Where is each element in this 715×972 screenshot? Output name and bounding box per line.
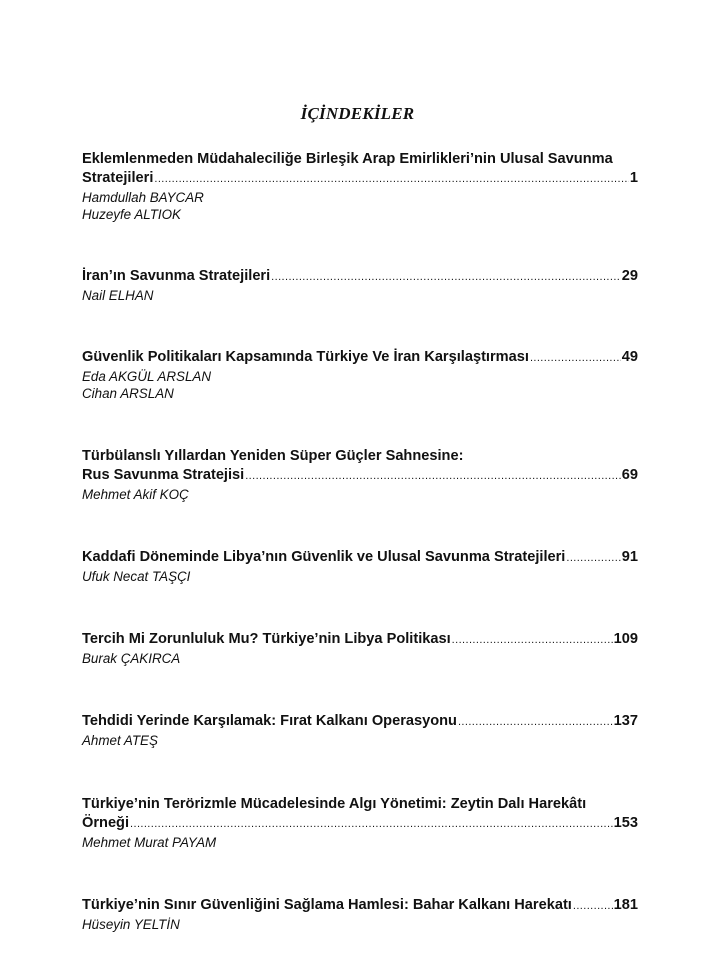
author: Mehmet Akif KOÇ bbox=[82, 487, 189, 502]
entry-title-line: Eklemlenmeden Müdahaleciliğe Birleşik Arap Emirlikleri’nin Ulusal Savunma bbox=[82, 151, 613, 167]
author: Mehmet Murat PAYAM bbox=[82, 835, 217, 850]
dot-leader bbox=[458, 713, 613, 732]
page-number: 109 bbox=[613, 631, 638, 647]
toc-entry bbox=[82, 712, 638, 749]
dot-leader bbox=[573, 897, 613, 916]
page-number: 29 bbox=[621, 268, 638, 284]
page-title: İÇİNDEKİLER bbox=[300, 104, 415, 123]
entry-title-line: Stratejileri bbox=[82, 170, 154, 186]
dot-leader bbox=[452, 631, 613, 650]
dot-leader bbox=[154, 170, 628, 189]
page-number: 91 bbox=[621, 549, 638, 565]
entry-title-line: İran’ın Savunma Stratejileri bbox=[82, 268, 271, 284]
author: Hüseyin YELTİN bbox=[82, 917, 180, 932]
entry-leader-line bbox=[82, 466, 638, 486]
dot-leader bbox=[245, 467, 621, 486]
entry-title-line: Kaddafi Döneminde Libya’nın Güvenlik ve Ulusal Savunma Stratejileri bbox=[82, 549, 566, 565]
author: Cihan ARSLAN bbox=[82, 386, 174, 401]
dot-leader bbox=[530, 349, 621, 368]
entry-leader-line bbox=[82, 548, 638, 568]
toc-entry bbox=[82, 348, 638, 402]
entry-leader-line bbox=[82, 712, 638, 732]
toc-entry bbox=[82, 630, 638, 667]
author: Hamdullah BAYCAR bbox=[82, 190, 204, 205]
entry-leader-line bbox=[82, 814, 638, 834]
entry-title-line: Türkiye’nin Terörizmle Mücadelesinde Algı Yönetimi: Zeytin Dalı Harekâtı bbox=[82, 796, 587, 812]
entry-leader-line bbox=[82, 267, 638, 287]
author: Burak ÇAKIRCA bbox=[82, 651, 181, 666]
entry-leader-line bbox=[82, 169, 638, 189]
dot-leader bbox=[130, 815, 613, 834]
entry-title-line: Tehdidi Yerinde Karşılamak: Fırat Kalkanı Operasyonu bbox=[82, 713, 457, 729]
toc-entry bbox=[82, 548, 638, 585]
entry-leader-line bbox=[82, 630, 638, 650]
author: Ahmet ATEŞ bbox=[82, 733, 158, 748]
page-number: 181 bbox=[613, 897, 638, 913]
author: Huzeyfe ALTIOK bbox=[82, 207, 181, 222]
dot-leader bbox=[566, 549, 620, 568]
author: Ufuk Necat TAŞÇI bbox=[82, 569, 191, 584]
author: Nail ELHAN bbox=[82, 288, 154, 303]
page-number: 1 bbox=[629, 170, 638, 186]
entry-leader-line bbox=[82, 348, 638, 368]
dot-leader bbox=[271, 268, 621, 287]
toc-entry bbox=[82, 795, 638, 851]
entry-title-line: Türkiye’nin Sınır Güvenliğini Sağlama Hamlesi: Bahar Kalkanı Harekatı bbox=[82, 897, 572, 913]
toc-entry bbox=[82, 896, 638, 933]
entry-title-line: Türbülanslı Yıllardan Yeniden Süper Güçler Sahnesine: bbox=[82, 448, 464, 464]
page-number: 153 bbox=[613, 815, 638, 831]
toc-entry bbox=[82, 447, 638, 503]
author: Eda AKGÜL ARSLAN bbox=[82, 369, 212, 384]
entry-title-line: Rus Savunma Stratejisi bbox=[82, 467, 245, 483]
toc-entry bbox=[82, 267, 638, 304]
entry-title-line: Örneği bbox=[82, 815, 130, 831]
page-number: 69 bbox=[621, 467, 638, 483]
page-number: 137 bbox=[613, 713, 638, 729]
entry-leader-line bbox=[82, 896, 638, 916]
page-number: 49 bbox=[621, 349, 638, 365]
toc-entry bbox=[82, 150, 638, 223]
entry-title-line: Güvenlik Politikaları Kapsamında Türkiye Ve İran Karşılaştırması bbox=[82, 349, 529, 365]
entry-title-line: Tercih Mi Zorunluluk Mu? Türkiye’nin Libya Politikası bbox=[82, 631, 451, 647]
